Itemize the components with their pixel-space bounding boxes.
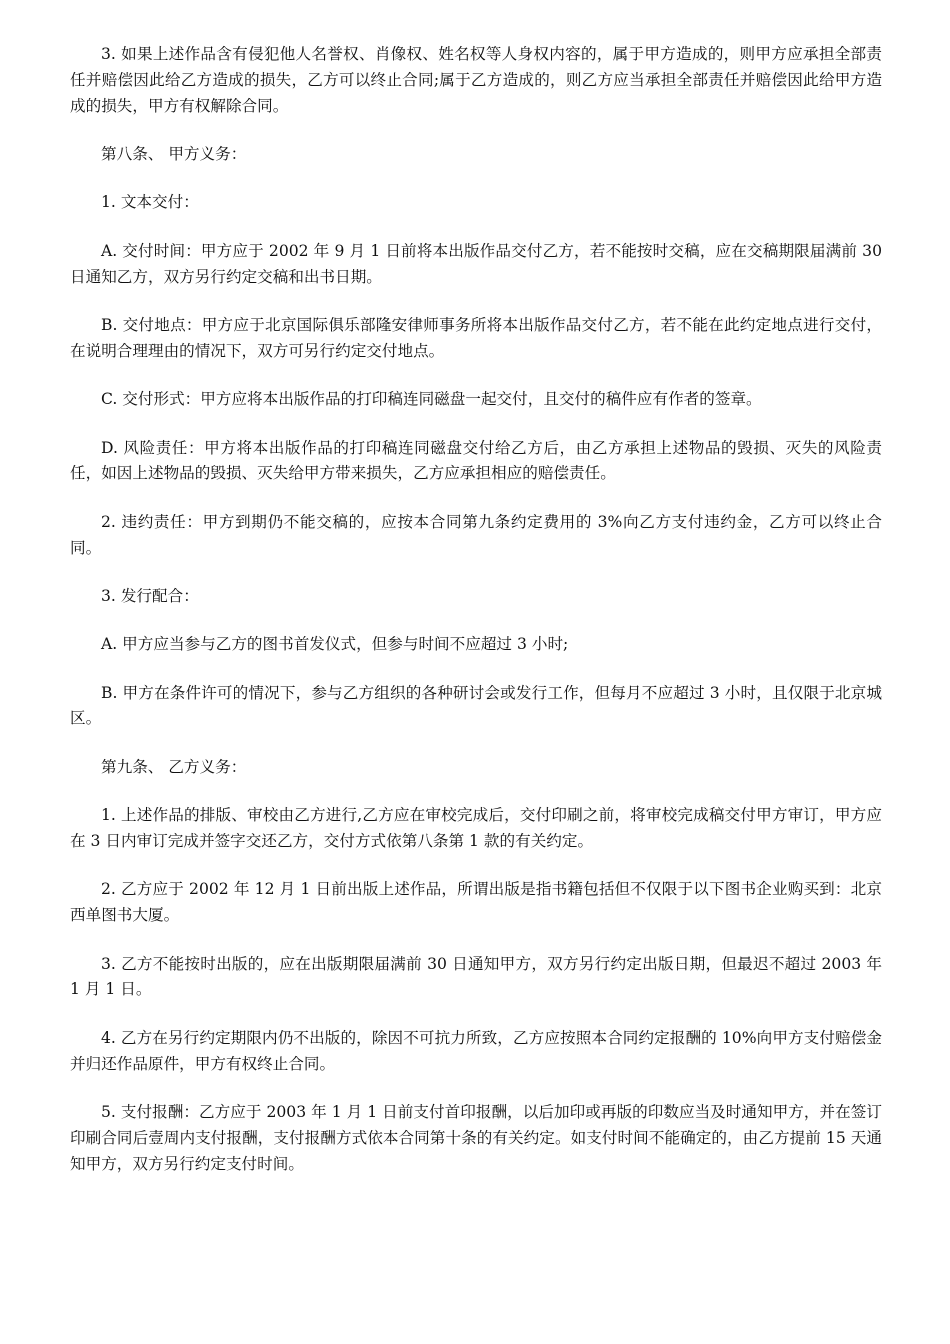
paragraph-clause-9-5: 5. 支付报酬：乙方应于 2003 年 1 月 1 日前支付首印报酬，以后加印或再版的印数应当及时通知甲方，并在签订印刷合同后壹周内支付报酬，支付报酬方式依本合同第十条的有关约定。如支付时间不能确定的，由乙方提前 15 天通知甲方，双方另行约定支付时间。	[70, 1103, 882, 1173]
paragraph-clause-8-1: 1. 文本交付：	[101, 193, 199, 212]
paragraph-clause-8-1-c: C. 交付形式：甲方应将本出版作品的打印稿连同磁盘一起交付，且交付的稿件应有作者的签章。	[101, 390, 762, 409]
paragraph-clause-8-3-a: A. 甲方应当参与乙方的图书首发仪式，但参与时间不应超过 3 小时;	[101, 635, 569, 654]
paragraph-clause-8-3: 3. 发行配合：	[101, 586, 199, 605]
paragraph-clause-9-3: 3. 乙方不能按时出版的，应在出版期限届满前 30 日通知甲方，双方另行约定出版日期，但最迟不超过 2003 年 1 月 1 日。	[70, 954, 882, 999]
heading-article-9: 第九条、 乙方义务：	[101, 757, 247, 776]
document-page	[70, 42, 882, 1177]
paragraph-clause-8-1-b: B. 交付地点：甲方应于北京国际俱乐部隆安律师事务所将本出版作品交付乙方，若不能在此约定地点进行交付，在说明合理理由的情况下，双方可另行约定交付地点。	[70, 315, 882, 360]
paragraph-clause-9-4: 4. 乙方在另行约定期限内仍不出版的，除因不可抗力所致，乙方应按照本合同约定报酬的 10%向甲方支付赔偿金并归还作品原件，甲方有权终止合同。	[70, 1028, 882, 1073]
paragraph-clause-8-3-b: B. 甲方在条件许可的情况下，参与乙方组织的各种研讨会或发行工作，但每月不应超过 3 小时，且仅限于北京城区。	[70, 683, 882, 728]
paragraph-clause-7-3: 3. 如果上述作品含有侵犯他人名誉权、肖像权、姓名权等人身权内容的，属于甲方造成的，则甲方应承担全部责任并赔偿因此给乙方造成的损失，乙方可以终止合同;属于乙方造成的，则乙方应当承担全部责任并赔偿因此给甲方造成的损失，甲方有权解除合同。	[70, 45, 882, 115]
paragraph-clause-8-1-a: A. 交付时间：甲方应于 2002 年 9 月 1 日前将本出版作品交付乙方，若不能按时交稿，应在交稿期限届满前 30 日通知乙方，双方另行约定交稿和出书日期。	[70, 241, 882, 286]
paragraph-clause-9-2: 2. 乙方应于 2002 年 12 月 1 日前出版上述作品，所谓出版是指书籍包括但不仅限于以下图书企业购买到：北京西单图书大厦。	[70, 880, 882, 925]
heading-article-8: 第八条、 甲方义务：	[101, 144, 247, 163]
paragraph-clause-8-1-d: D. 风险责任：甲方将本出版作品的打印稿连同磁盘交付给乙方后，由乙方承担上述物品的毁损、灭失的风险责任，如因上述物品的毁损、灭失给甲方带来损失，乙方应承担相应的赔偿责任。	[70, 438, 882, 483]
paragraph-clause-9-1: 1. 上述作品的排版、审校由乙方进行,乙方应在审校完成后，交付印刷之前，将审校完成稿交付甲方审订，甲方应在 3 日内审订完成并签字交还乙方，交付方式依第八条第 1 款的有关约定。	[70, 806, 882, 851]
paragraph-clause-8-2: 2. 违约责任：甲方到期仍不能交稿的，应按本合同第九条约定费用的 3%向乙方支付违约金，乙方可以终止合同。	[70, 512, 882, 557]
